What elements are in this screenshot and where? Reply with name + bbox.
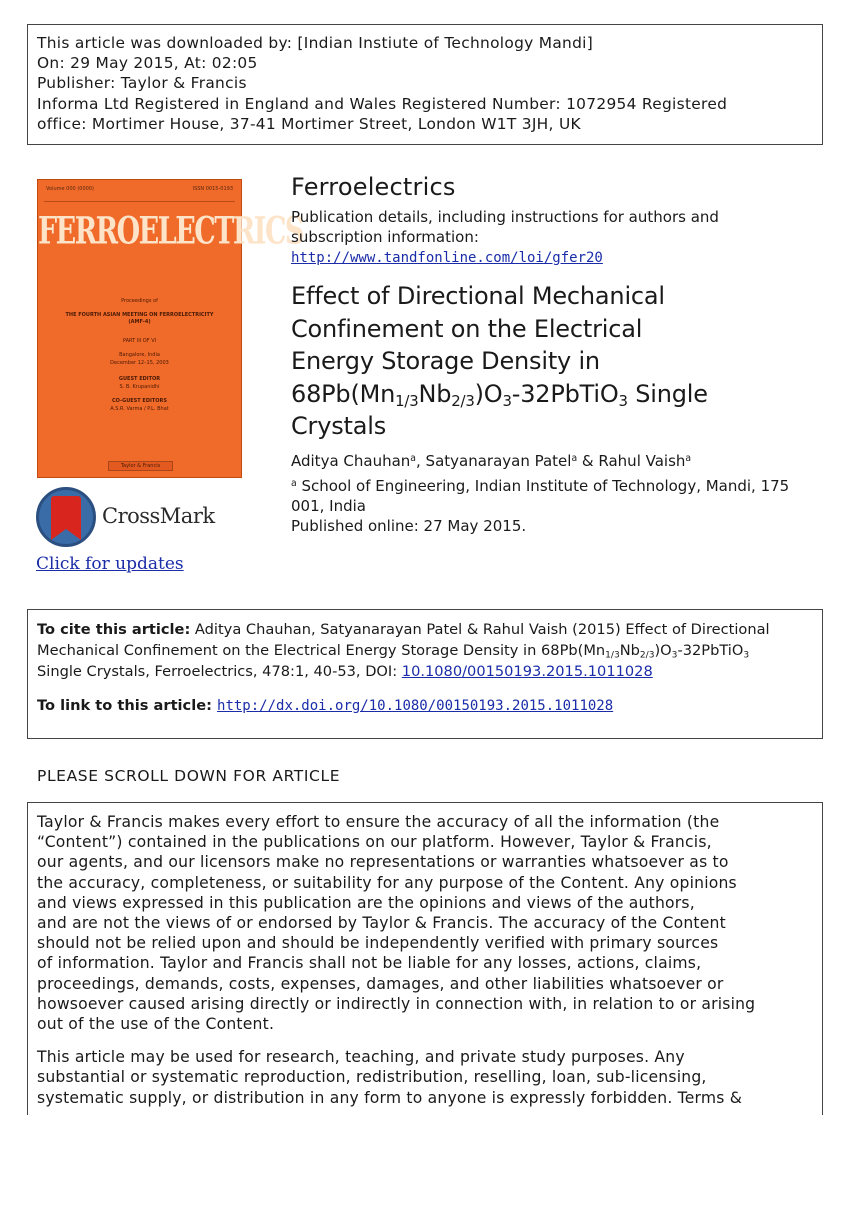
- affiliation: $^a$ School of Engineering, Indian Institute of Technology, Mandi, 175 001, India: [291, 477, 790, 515]
- publication-details-line: subscription information:: [291, 228, 479, 246]
- publication-details: [291, 207, 831, 268]
- article-title: [291, 280, 831, 443]
- download-info-line: office: Mortimer House, 37-41 Mortimer Street, London W1T 3JH, UK: [37, 114, 581, 133]
- download-info-line: This article was downloaded by: [Indian Instiute of Technology Mandi]: [37, 34, 594, 52]
- cover-meeting: THE FOURTH ASIAN MEETING ON FERROELECTRICITY (AMF-4): [65, 312, 214, 325]
- download-info-line: On: 29 May 2015, At: 02:05: [37, 54, 258, 73]
- article-link-line: [37, 695, 813, 717]
- authors: Aditya Chauhan$^a$, Satyanarayan Patel$^a$ & Rahul Vaish$^a$: [291, 452, 692, 470]
- cover-dates: December 12–15, 2003: [110, 360, 169, 366]
- title-line: Energy Storage Density in: [291, 347, 600, 375]
- link-label: To link to this article:: [37, 697, 218, 714]
- cite-text: Single Crystals, Ferroelectrics, 478:1, 40-53, DOI: 10.1080/00150193.2015.1011028: [37, 663, 653, 680]
- title-line: Crystals: [291, 412, 387, 440]
- title-formula-line: $68Pb(Mn_{1/3}Nb_{2/3})O_3-32PbTiO_3$ Single: [291, 379, 708, 410]
- journal-cover-image: [37, 179, 303, 478]
- download-info-box: [27, 24, 823, 145]
- crossmark-icon: [36, 487, 96, 547]
- author-name: Aditya Chauhan: [291, 452, 411, 470]
- click-for-updates-link[interactable]: Click for updates: [36, 554, 184, 574]
- citation-box: [27, 609, 823, 739]
- download-info-line: Publisher: Taylor & Francis: [37, 74, 247, 93]
- cover-part: PART III OF VI: [122, 338, 157, 344]
- article-url-link[interactable]: http://dx.doi.org/10.1080/00150193.2015.1011028: [217, 698, 614, 714]
- title-line: Effect of Directional Mechanical: [291, 282, 665, 310]
- cover-location: Bangalore, India: [119, 352, 160, 358]
- disclaimer-paragraph-1: Taylor & Francis makes every effort to ensure the accuracy of all the information (the “Content”) contained in the publications on our platform. However, Taylor & Francis, our agents, and our licensors make no representations or warranties whatsoever as to the accuracy, completeness, or suitability for any purpose of the Content. Any opinions and views expressed in this publication are the opinions and views of the authors, and are not the views of or endorsed by Taylor & Francis. The accuracy of the Content should not be relied upon and should be independently verified with primary sources of information. Taylor and Francis shall not be liable for any losses, actions, claims, proceedings, demands, costs, expenses, damages, and other liabilities whatsoever or howsoever caused arising directly or indirectly in connection with, in relation to or arising out of the use of the Content.: [37, 813, 756, 1034]
- doi-link[interactable]: 10.1080/00150193.2015.1011028: [401, 663, 653, 680]
- published-date: Published online: 27 May 2015.: [291, 517, 527, 535]
- title-line: Confinement on the Electrical: [291, 314, 643, 343]
- cover-proceedings: Proceedings of: [121, 298, 158, 304]
- cite-text: To cite this article: Aditya Chauhan, Satyanarayan Patel & Rahul Vaish (2015) Effect of Directional: [37, 621, 770, 638]
- download-info-line: Informa Ltd Registered in England and Wales Registered Number: 1072954 Registered: [37, 94, 728, 113]
- cover-issn: ISSN 0015-0193: [192, 186, 233, 192]
- disclaimer-box: [27, 802, 823, 1115]
- journal-name: Ferroelectrics: [291, 173, 456, 201]
- author-name: Satyanarayan Patel: [425, 452, 572, 470]
- cover-co-editors-label: CO-GUEST EDITORS: [112, 398, 167, 404]
- crossmark-badge[interactable]: [36, 487, 236, 547]
- cite-label: To cite this article:: [37, 621, 191, 638]
- cover-guest-editor-label: GUEST EDITOR: [118, 376, 161, 382]
- disclaimer-paragraph-2: This article may be used for research, teaching, and private study purposes. Any substantial or systematic reproduction, redistribution, reselling, loan, sub-licensing, systematic supply, or distribution in any form to anyone is expressly forbidden. Terms &: [37, 1048, 743, 1107]
- cite-text: Mechanical Confinement on the Electrical Energy Storage Density in $68Pb(Mn_{1/3}Nb_{2/3})O_3-32PbTiO_3$: [37, 642, 750, 661]
- cover-title: FERROELECTRICS: [38, 209, 303, 254]
- scroll-notice: PLEASE SCROLL DOWN FOR ARTICLE: [37, 767, 341, 785]
- cover-guest-editor: S. B. Krupanidhi: [119, 384, 160, 390]
- cover-volume: Volume 000 (0000): [46, 186, 94, 192]
- author-name: Rahul Vaish: [598, 452, 686, 470]
- cover-co-editors: A.S.R. Varma / P.L. Bhat: [110, 406, 169, 412]
- crossmark-label: CrossMark: [102, 504, 215, 528]
- journal-url-link[interactable]: http://www.tandfonline.com/loi/gfer20: [291, 250, 603, 266]
- cover-publisher-logo: Taylor & Francis: [108, 461, 173, 471]
- publication-details-line: Publication details, including instructions for authors and: [291, 208, 719, 226]
- cover-rule: [44, 201, 235, 202]
